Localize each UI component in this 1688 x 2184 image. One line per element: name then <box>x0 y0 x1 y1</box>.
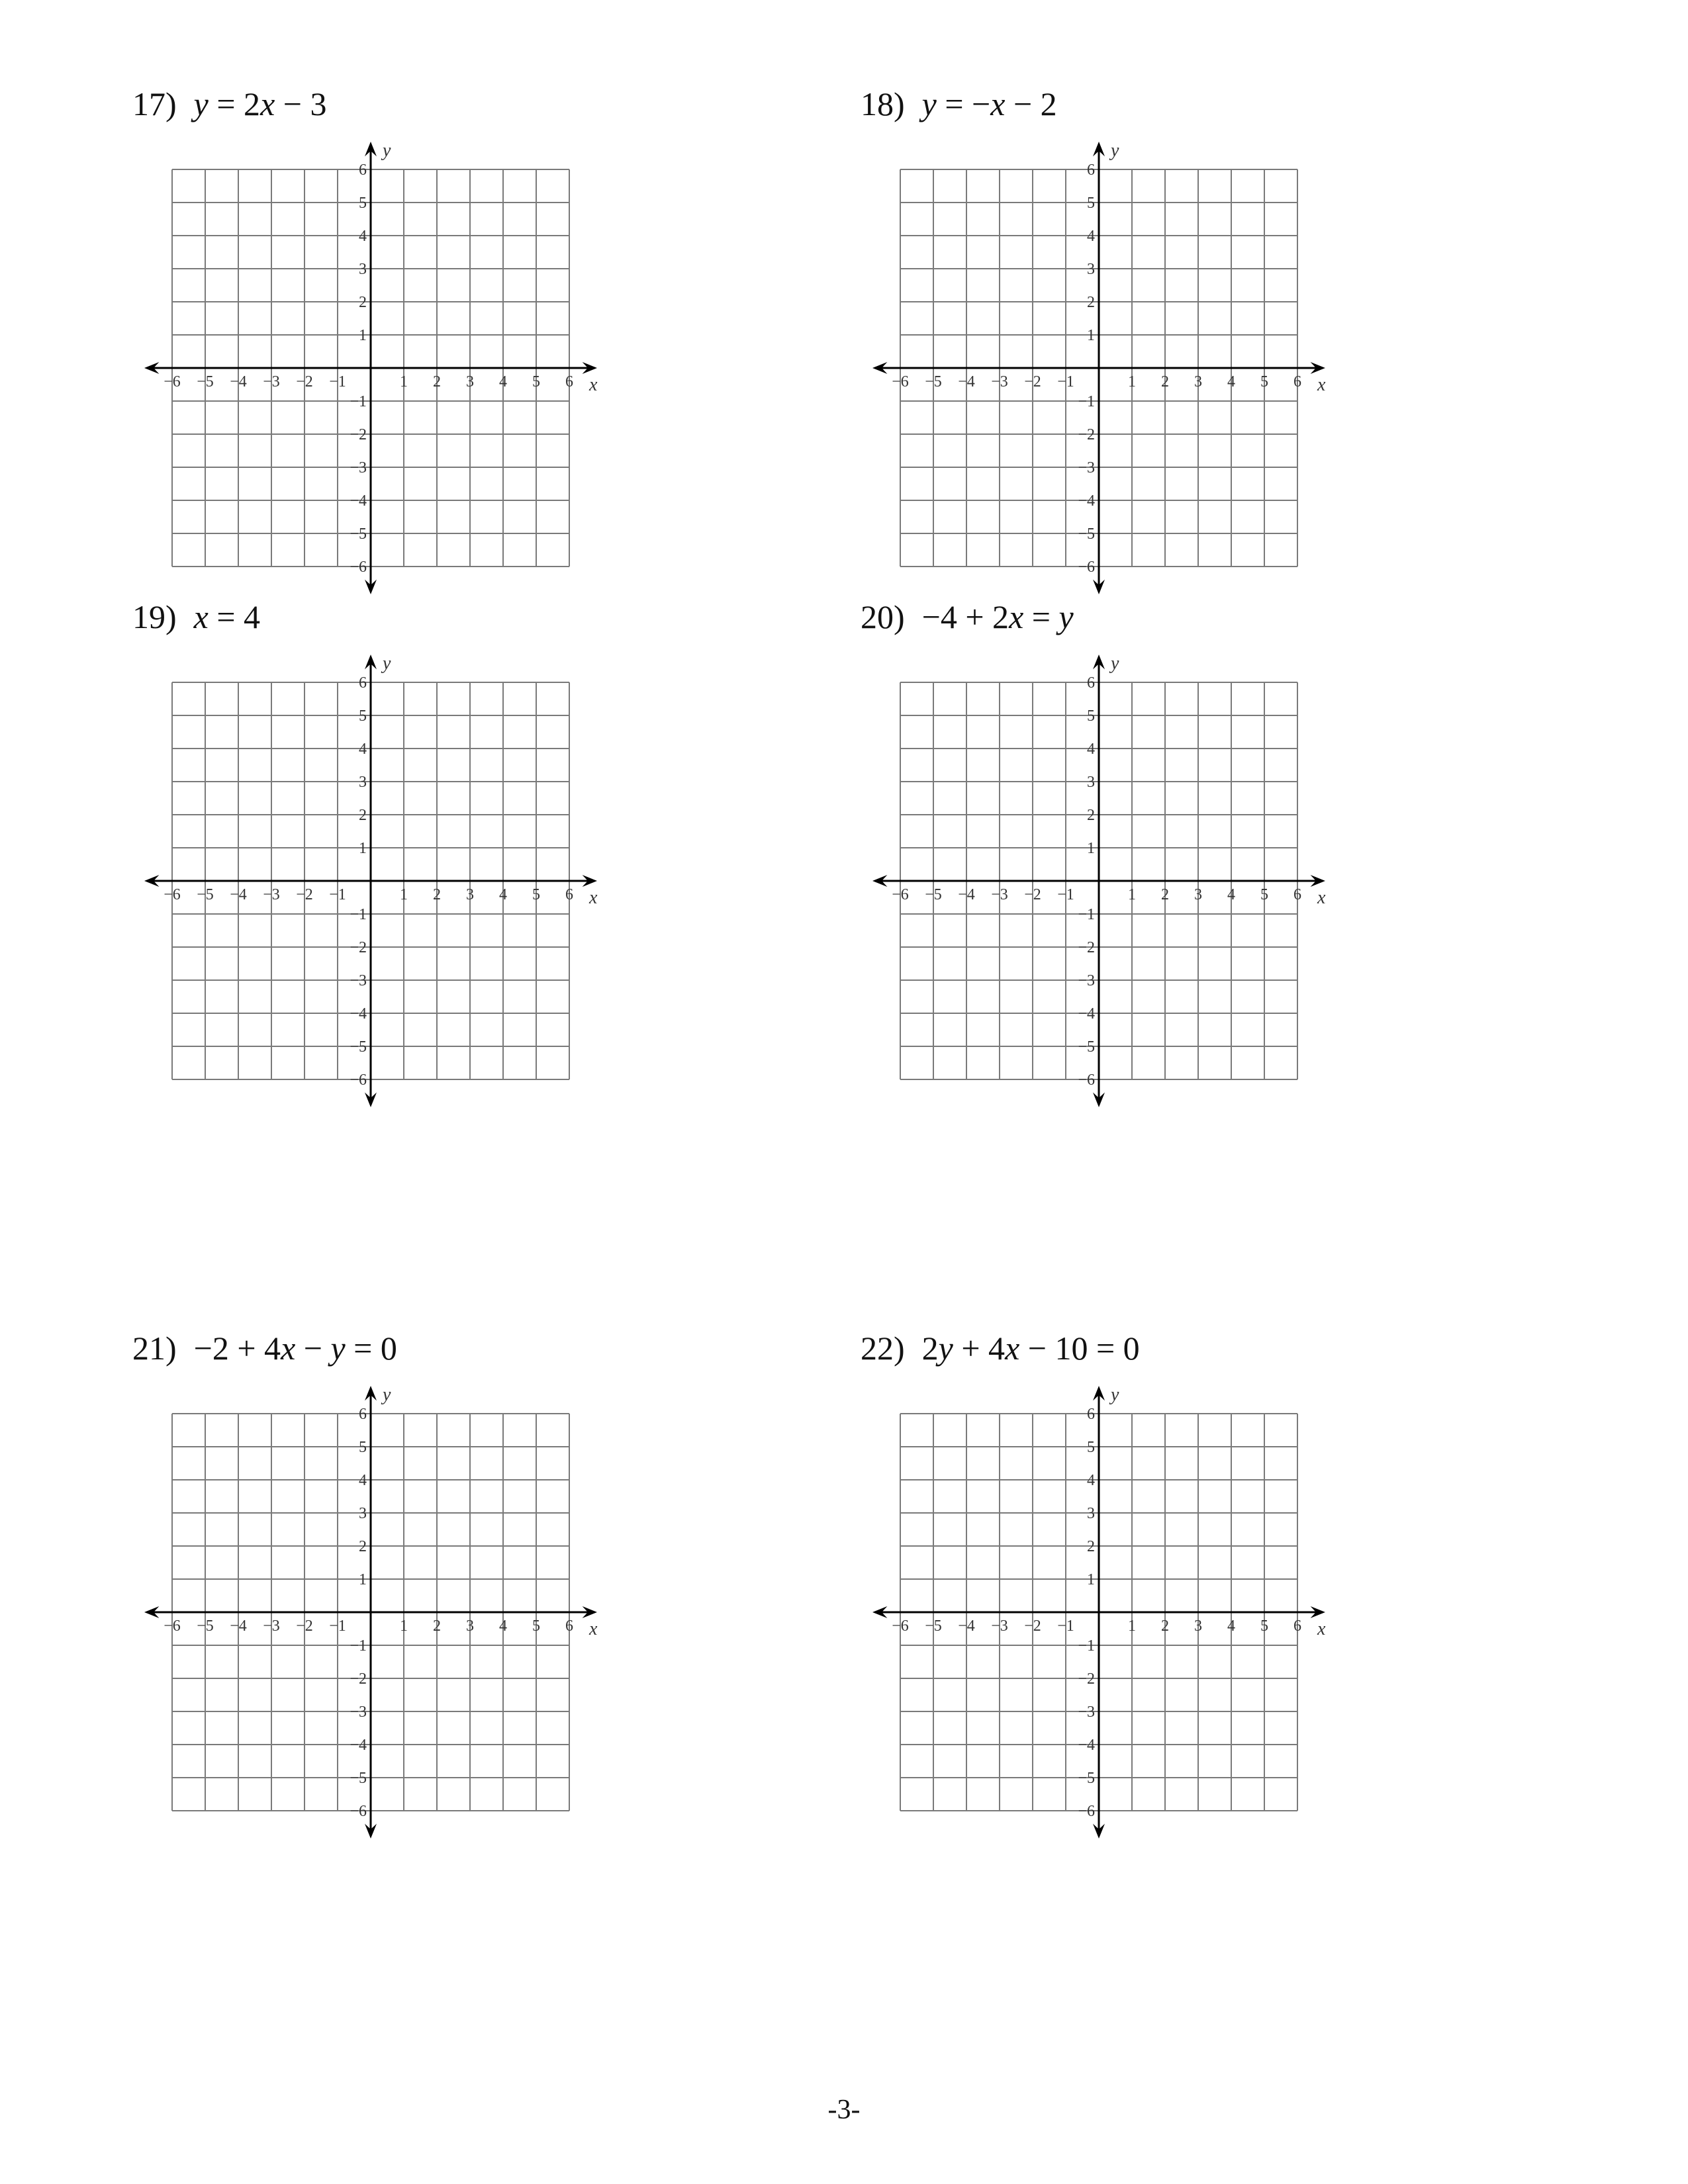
y-tick-label: −6 <box>1078 559 1095 576</box>
problem-20 <box>861 598 1443 1127</box>
x-tick-label: −5 <box>197 886 214 903</box>
x-tick-label: −2 <box>1024 886 1041 903</box>
y-tick-label: −6 <box>350 1803 367 1820</box>
x-tick-label: −1 <box>1057 886 1074 903</box>
y-tick-label: −2 <box>350 1670 367 1688</box>
x-axis-label: x <box>589 1619 598 1639</box>
y-tick-label: 1 <box>1087 1571 1095 1588</box>
y-tick-label: 6 <box>1087 674 1095 692</box>
x-tick-label: 2 <box>433 1617 441 1635</box>
x-tick-label: 4 <box>1227 886 1235 903</box>
x-tick-label: −4 <box>958 1617 975 1635</box>
x-tick-label: −4 <box>230 1617 247 1635</box>
coordinate-grid[interactable] <box>861 598 1443 1127</box>
equation-text: −2 + 4 <box>193 1330 281 1367</box>
y-tick-label: 3 <box>359 1505 367 1522</box>
x-tick-label: 4 <box>499 886 507 903</box>
x-tick-label: −2 <box>1024 373 1041 390</box>
problem-19 <box>132 598 715 1127</box>
x-tick-label: 1 <box>400 886 408 903</box>
y-tick-label: −1 <box>1078 1637 1095 1655</box>
x-tick-label: 5 <box>532 373 540 390</box>
y-tick-label: −5 <box>350 1038 367 1056</box>
y-tick-label: 5 <box>359 707 367 725</box>
x-tick-label: 2 <box>433 373 441 390</box>
y-tick-label: −2 <box>350 426 367 443</box>
x-axis-label: x <box>589 887 598 908</box>
x-tick-label: −1 <box>329 1617 346 1635</box>
problem-number: 22) <box>861 1330 905 1367</box>
x-tick-label: 2 <box>1161 1617 1169 1635</box>
y-tick-label: 2 <box>1087 294 1095 311</box>
x-tick-label: −2 <box>296 886 313 903</box>
x-tick-label: −1 <box>329 373 346 390</box>
y-tick-label: 5 <box>1087 195 1095 212</box>
y-tick-label: 1 <box>1087 840 1095 857</box>
y-tick-label: 1 <box>1087 327 1095 344</box>
x-tick-label: 2 <box>1161 886 1169 903</box>
y-tick-label: 3 <box>359 261 367 278</box>
problem-21 <box>132 1329 715 1858</box>
problem-number: 18) <box>861 85 905 122</box>
x-tick-label: 5 <box>1260 1617 1268 1635</box>
y-tick-label: −5 <box>1078 525 1095 543</box>
equation-variable: x <box>193 598 209 635</box>
equation-variable: x <box>990 85 1006 122</box>
y-tick-label: −1 <box>350 906 367 923</box>
problem-number: 19) <box>132 598 177 635</box>
x-tick-label: 3 <box>466 886 474 903</box>
equation-variable: y <box>193 85 209 122</box>
y-tick-label: 5 <box>359 195 367 212</box>
coordinate-grid[interactable] <box>132 598 715 1127</box>
x-tick-label: 5 <box>1260 373 1268 390</box>
equation-variable: y <box>938 1330 953 1367</box>
x-tick-label: 3 <box>466 1617 474 1635</box>
problem-number: 21) <box>132 1330 177 1367</box>
x-tick-label: 1 <box>1128 373 1136 390</box>
y-tick-label: 2 <box>359 1538 367 1555</box>
y-axis-label: y <box>383 653 391 674</box>
x-tick-label: −2 <box>296 373 313 390</box>
y-tick-label: 1 <box>359 327 367 344</box>
y-tick-label: −5 <box>1078 1770 1095 1787</box>
equation-variable: x <box>1005 1330 1020 1367</box>
y-tick-label: 5 <box>1087 707 1095 725</box>
x-tick-label: −3 <box>263 373 280 390</box>
page-number: -3- <box>827 2095 861 2125</box>
equation-text: −4 + 2 <box>921 598 1009 635</box>
x-tick-label: 6 <box>1293 886 1301 903</box>
x-tick-label: −2 <box>296 1617 313 1635</box>
y-tick-label: 3 <box>1087 1505 1095 1522</box>
y-tick-label: −6 <box>350 1071 367 1089</box>
y-tick-label: −1 <box>350 393 367 410</box>
equation-text: − 2 <box>1005 85 1057 122</box>
x-axis-label: x <box>589 375 598 395</box>
x-tick-label: 4 <box>1227 373 1235 390</box>
x-tick-label: 1 <box>1128 1617 1136 1635</box>
y-tick-label: 5 <box>1087 1439 1095 1456</box>
y-tick-label: −2 <box>1078 939 1095 956</box>
y-tick-label: −1 <box>1078 393 1095 410</box>
y-tick-label: −3 <box>350 1704 367 1721</box>
x-tick-label: 4 <box>1227 1617 1235 1635</box>
y-tick-label: 3 <box>359 774 367 791</box>
x-tick-label: 6 <box>1293 1617 1301 1635</box>
y-tick-label: 5 <box>359 1439 367 1456</box>
x-tick-label: 1 <box>1128 886 1136 903</box>
x-tick-label: 2 <box>433 886 441 903</box>
equation-variable: y <box>921 85 937 122</box>
y-tick-label: −5 <box>350 525 367 543</box>
y-axis-label: y <box>1111 653 1119 674</box>
y-tick-label: 4 <box>359 1472 367 1489</box>
x-tick-label: −5 <box>197 1617 214 1635</box>
x-tick-label: −4 <box>958 886 975 903</box>
equation-text: = <box>1023 598 1059 635</box>
equation-variable: x <box>281 1330 296 1367</box>
x-tick-label: 3 <box>466 373 474 390</box>
x-tick-label: −3 <box>991 1617 1008 1635</box>
y-tick-label: 2 <box>359 294 367 311</box>
x-tick-label: −5 <box>925 373 942 390</box>
x-tick-label: −2 <box>1024 1617 1041 1635</box>
x-tick-label: 5 <box>532 886 540 903</box>
y-tick-label: −6 <box>350 559 367 576</box>
y-tick-label: −3 <box>350 972 367 989</box>
y-axis-label: y <box>1111 1385 1119 1405</box>
x-axis-label: x <box>1317 1619 1326 1639</box>
equation-text: − 10 = 0 <box>1019 1330 1140 1367</box>
problem-17 <box>132 85 715 614</box>
x-tick-label: 6 <box>565 373 573 390</box>
equation-text: + 4 <box>953 1330 1006 1367</box>
x-tick-label: −5 <box>925 1617 942 1635</box>
x-axis-label: x <box>1317 887 1326 908</box>
x-tick-label: 5 <box>1260 886 1268 903</box>
x-tick-label: 6 <box>1293 373 1301 390</box>
x-tick-label: 1 <box>400 1617 408 1635</box>
y-tick-label: −2 <box>1078 1670 1095 1688</box>
x-tick-label: −6 <box>892 373 909 390</box>
equation-variable: x <box>260 85 275 122</box>
y-tick-label: 4 <box>359 741 367 758</box>
x-tick-label: −5 <box>925 886 942 903</box>
equation-text: 2 <box>921 1330 939 1367</box>
x-tick-label: 1 <box>400 373 408 390</box>
x-tick-label: −1 <box>1057 373 1074 390</box>
y-tick-label: 4 <box>359 228 367 245</box>
coordinate-grid[interactable] <box>861 85 1443 614</box>
y-tick-label: −1 <box>1078 906 1095 923</box>
y-tick-label: −4 <box>1078 1737 1095 1754</box>
x-tick-label: −3 <box>263 886 280 903</box>
y-tick-label: −4 <box>350 492 367 510</box>
y-tick-label: 6 <box>359 674 367 692</box>
y-tick-label: 2 <box>359 807 367 824</box>
y-tick-label: −1 <box>350 1637 367 1655</box>
y-tick-label: −4 <box>1078 1005 1095 1023</box>
problem-number: 20) <box>861 598 905 635</box>
x-tick-label: −4 <box>958 373 975 390</box>
y-tick-label: 3 <box>1087 261 1095 278</box>
y-tick-label: 6 <box>359 1406 367 1423</box>
equation-text: = 4 <box>208 598 261 635</box>
x-tick-label: −1 <box>1057 1617 1074 1635</box>
x-tick-label: −4 <box>230 886 247 903</box>
x-tick-label: −6 <box>892 1617 909 1635</box>
coordinate-grid[interactable] <box>132 85 715 614</box>
equation-text: = − <box>936 85 991 122</box>
equation-text: − 3 <box>275 85 327 122</box>
x-tick-label: −6 <box>164 373 181 390</box>
y-tick-label: −3 <box>1078 972 1095 989</box>
y-tick-label: −2 <box>350 939 367 956</box>
y-tick-label: −2 <box>1078 426 1095 443</box>
y-axis-label: y <box>383 140 391 161</box>
y-axis-label: y <box>1111 140 1119 161</box>
y-tick-label: −5 <box>350 1770 367 1787</box>
y-tick-label: 6 <box>1087 1406 1095 1423</box>
y-tick-label: 2 <box>1087 807 1095 824</box>
x-tick-label: −6 <box>164 1617 181 1635</box>
x-tick-label: 6 <box>565 886 573 903</box>
y-axis-label: y <box>383 1385 391 1405</box>
x-tick-label: 3 <box>1194 1617 1202 1635</box>
x-tick-label: 3 <box>1194 886 1202 903</box>
problem-22 <box>861 1329 1443 1858</box>
y-tick-label: 4 <box>1087 228 1095 245</box>
equation-text: = 0 <box>345 1330 397 1367</box>
x-tick-label: −3 <box>991 886 1008 903</box>
coordinate-grid[interactable] <box>132 1329 715 1858</box>
y-tick-label: −4 <box>350 1737 367 1754</box>
equation-variable: y <box>1058 598 1074 635</box>
y-tick-label: −4 <box>350 1005 367 1023</box>
x-tick-label: 4 <box>499 1617 507 1635</box>
equation-text: − <box>295 1330 331 1367</box>
y-tick-label: 4 <box>1087 741 1095 758</box>
x-tick-label: 2 <box>1161 373 1169 390</box>
x-tick-label: 6 <box>565 1617 573 1635</box>
y-tick-label: 2 <box>1087 1538 1095 1555</box>
problem-number: 17) <box>132 85 177 122</box>
x-tick-label: −6 <box>164 886 181 903</box>
x-tick-label: 4 <box>499 373 507 390</box>
y-tick-label: −4 <box>1078 492 1095 510</box>
x-tick-label: −6 <box>892 886 909 903</box>
x-tick-label: 3 <box>1194 373 1202 390</box>
y-tick-label: −3 <box>1078 1704 1095 1721</box>
y-tick-label: 6 <box>359 161 367 179</box>
y-tick-label: −5 <box>1078 1038 1095 1056</box>
x-tick-label: −3 <box>991 373 1008 390</box>
problem-18 <box>861 85 1443 614</box>
x-tick-label: 5 <box>532 1617 540 1635</box>
equation-text: = 2 <box>208 85 261 122</box>
y-tick-label: 3 <box>1087 774 1095 791</box>
x-axis-label: x <box>1317 375 1326 395</box>
coordinate-grid[interactable] <box>861 1329 1443 1858</box>
y-tick-label: 4 <box>1087 1472 1095 1489</box>
x-tick-label: −5 <box>197 373 214 390</box>
y-tick-label: −6 <box>1078 1071 1095 1089</box>
equation-variable: y <box>330 1330 346 1367</box>
x-tick-label: −4 <box>230 373 247 390</box>
y-tick-label: 6 <box>1087 161 1095 179</box>
y-tick-label: −6 <box>1078 1803 1095 1820</box>
equation-variable: x <box>1009 598 1024 635</box>
y-tick-label: −3 <box>350 459 367 477</box>
x-tick-label: −1 <box>329 886 346 903</box>
y-tick-label: −3 <box>1078 459 1095 477</box>
x-tick-label: −3 <box>263 1617 280 1635</box>
y-tick-label: 1 <box>359 1571 367 1588</box>
y-tick-label: 1 <box>359 840 367 857</box>
